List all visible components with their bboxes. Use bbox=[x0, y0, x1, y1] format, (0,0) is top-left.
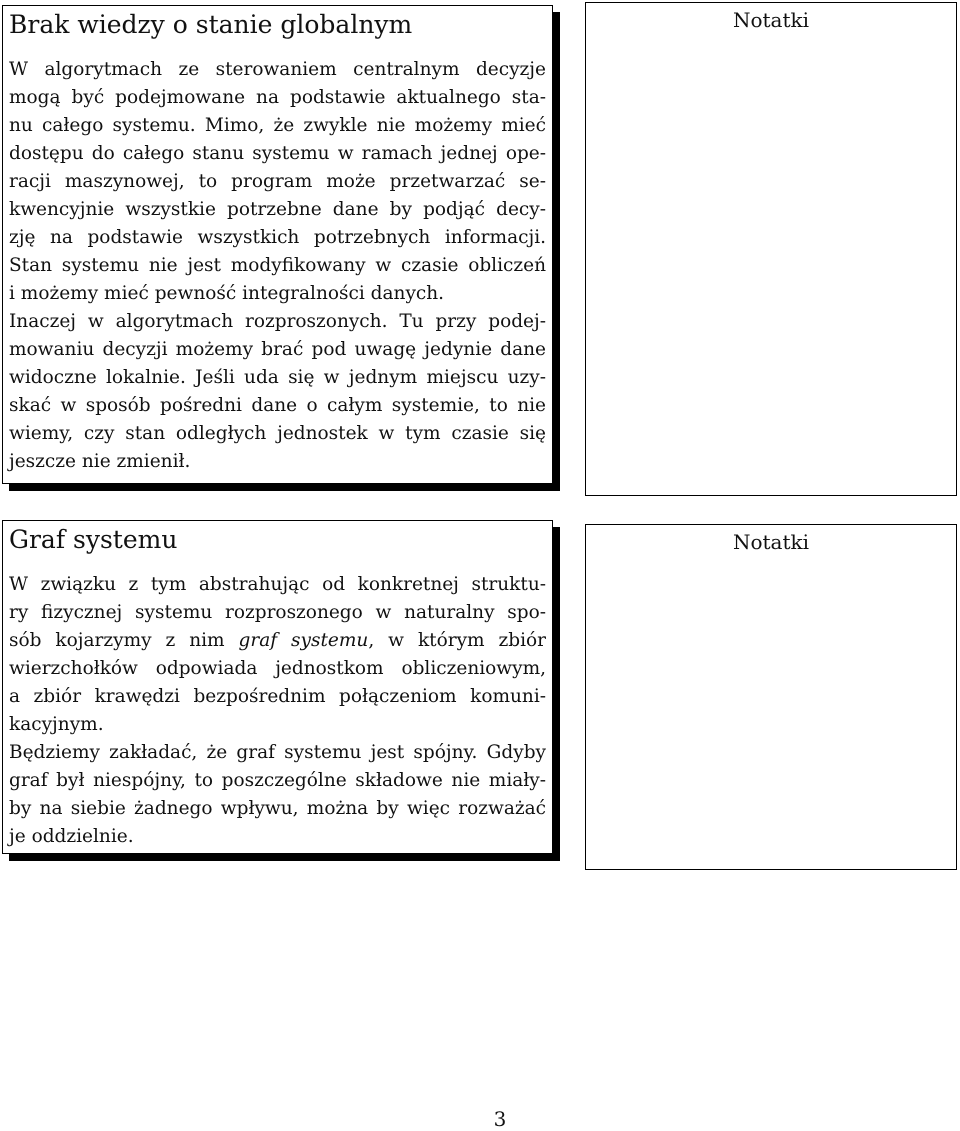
body-line: ry fizycznej systemu rozproszonego w naturalny spo- bbox=[9, 602, 546, 623]
body-line: wierzchołków odpowiada jednostkom obliczeniowym, bbox=[9, 658, 546, 679]
body-line: wiemy, czy stan odległych jednostek w tym czasie się bbox=[9, 423, 546, 444]
body-line: graf był niespójny, to poszczególne składowe nie miały- bbox=[9, 770, 546, 791]
body-text: sób kojarzymy z nim bbox=[9, 630, 225, 651]
term-graf-systemu: graf systemu bbox=[238, 630, 369, 651]
slide-graf-systemu bbox=[2, 520, 553, 854]
body-line: zję na podstawie wszystkich potrzebnych informacji. bbox=[9, 227, 546, 248]
body-line: racji maszynowej, to program może przetwarzać se- bbox=[9, 171, 546, 192]
slide-title: Brak wiedzy o stanie globalnym bbox=[9, 10, 413, 39]
body-line: dostępu do całego stanu systemu w ramach jednej ope- bbox=[9, 143, 546, 164]
body-line: Będziemy zakładać, że graf systemu jest spójny. Gdyby bbox=[9, 742, 546, 763]
body-text: , w którym zbiór bbox=[368, 630, 547, 651]
page-number: 3 bbox=[493, 1107, 507, 1131]
slide-body bbox=[9, 56, 546, 476]
body-line: W związku z tym abstrahując od konkretnej struktu- bbox=[9, 574, 546, 595]
body-line: by na siebie żadnego wpływu, można by więc rozważać bbox=[9, 798, 546, 819]
body-line: W algorytmach ze sterowaniem centralnym decyzje bbox=[9, 59, 546, 80]
body-line: je oddzielnie. bbox=[9, 826, 134, 847]
body-line: Inaczej w algorytmach rozproszonych. Tu przy podej- bbox=[9, 311, 546, 332]
body-line: nu całego systemu. Mimo, że zwykle nie możemy mieć bbox=[9, 115, 546, 136]
body-line: Stan systemu nie jest modyfikowany w czasie obliczeń bbox=[9, 255, 546, 276]
notes-label: Notatki bbox=[732, 530, 810, 554]
slide-body bbox=[9, 571, 546, 851]
body-line: kwencyjnie wszystkie potrzebne dane by podjąć decy- bbox=[9, 199, 546, 220]
slide-brak-wiedzy bbox=[2, 5, 553, 484]
body-line bbox=[9, 627, 546, 655]
notes-box bbox=[585, 524, 957, 870]
body-line: mowaniu decyzji możemy brać pod uwagę jedynie dane bbox=[9, 339, 546, 360]
notes-box bbox=[585, 2, 957, 496]
body-line: kacyjnym. bbox=[9, 714, 104, 735]
body-line: i możemy mieć pewność integralności danych. bbox=[9, 283, 445, 304]
slide-title: Graf systemu bbox=[9, 525, 178, 554]
body-line: jeszcze nie zmienił. bbox=[9, 451, 191, 472]
body-line: a zbiór krawędzi bezpośrednim połączeniom komuni- bbox=[9, 686, 546, 707]
body-line: mogą być podejmowane na podstawie aktualnego sta- bbox=[9, 87, 546, 108]
body-line: skać w sposób pośredni dane o całym systemie, to nie bbox=[9, 395, 546, 416]
body-line: widoczne lokalnie. Jeśli uda się w jednym miejscu uzy- bbox=[9, 367, 546, 388]
notes-label: Notatki bbox=[732, 8, 810, 32]
